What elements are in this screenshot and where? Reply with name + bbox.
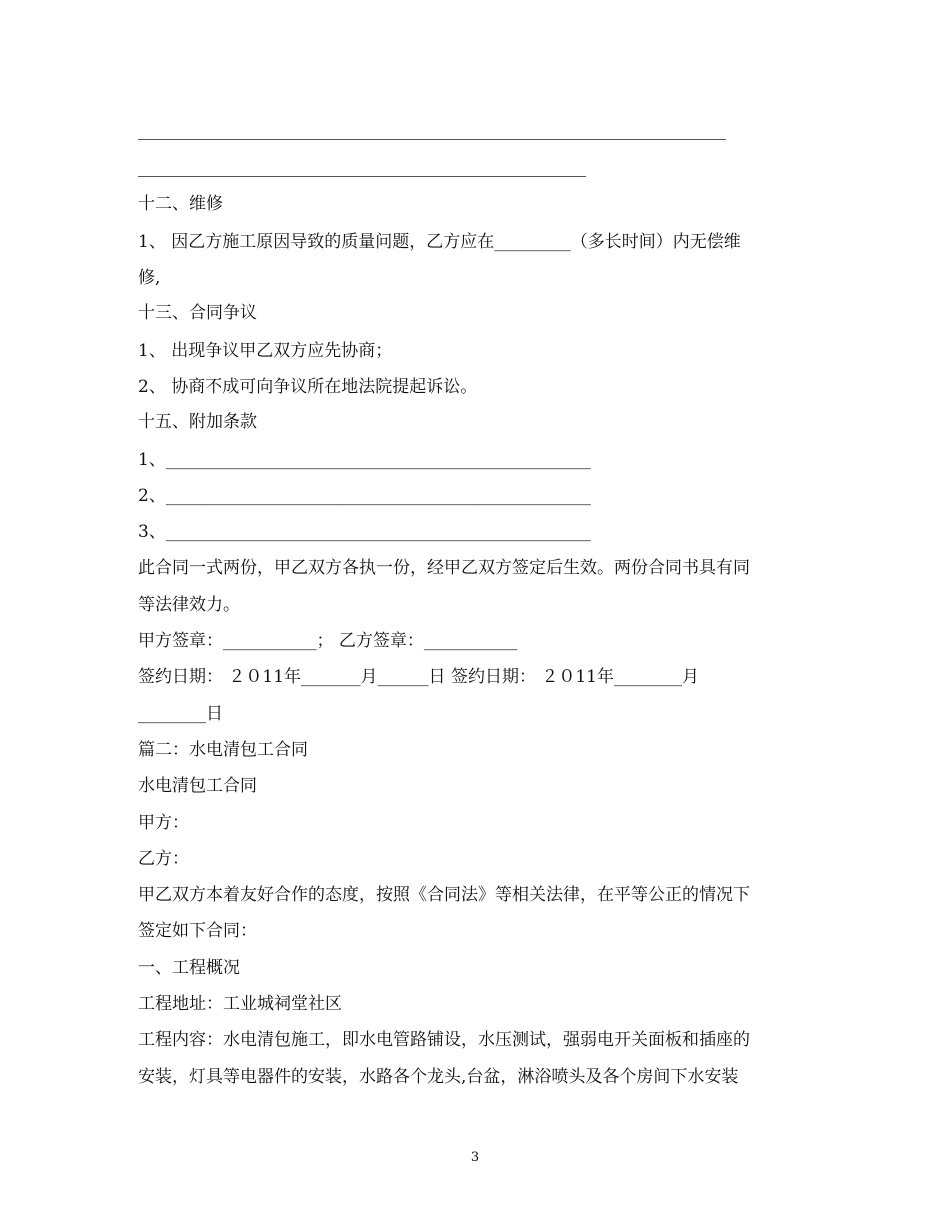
clause-text: 1、 因乙方施工原因导致的质量问题，乙方应在_________（多长时间）内无偿维 bbox=[138, 232, 741, 252]
signing-date-line: ________日 bbox=[138, 704, 223, 724]
blank-rule-second bbox=[138, 176, 586, 177]
clause-text: 2、 协商不成可向争议所在地法院提起诉讼。 bbox=[138, 377, 478, 397]
signature-line: 甲方签章：___________； 乙方签章：___________ bbox=[138, 631, 518, 651]
project-address: 工程地址：工业城祠堂社区 bbox=[138, 994, 342, 1014]
additional-clause-blank: 2、__________________________________________________ bbox=[138, 486, 591, 506]
page-number: 3 bbox=[470, 1150, 480, 1165]
additional-clause-blank: 1、__________________________________________________ bbox=[138, 450, 591, 470]
paragraph-text: 甲乙双方本着友好合作的态度，按照《合同法》等相关法律，在平等公正的情况下 bbox=[138, 885, 750, 905]
section-heading-overview: 一、工程概况 bbox=[138, 958, 240, 978]
paragraph-text: 此合同一式两份，甲乙双方各执一份，经甲乙双方签定后生效。两份合同书具有同 bbox=[138, 558, 750, 578]
blank-rule-top bbox=[138, 139, 726, 140]
paragraph-text: 签定如下合同： bbox=[138, 921, 257, 941]
section-heading-dispute: 十三、合同争议 bbox=[138, 303, 257, 323]
party-a-label: 甲方： bbox=[138, 813, 189, 833]
contract-title: 水电清包工合同 bbox=[138, 776, 257, 796]
section-heading-additional: 十五、附加条款 bbox=[138, 412, 257, 432]
clause-text: 1、 出现争议甲乙双方应先协商； bbox=[138, 341, 393, 361]
party-b-label: 乙方： bbox=[138, 849, 189, 869]
additional-clause-blank: 3、__________________________________________________ bbox=[138, 522, 591, 542]
signing-date-line: 签约日期： ２０11年_______月______日 签约日期： ２０11年________月 bbox=[138, 667, 699, 687]
article-heading: 篇二：水电清包工合同 bbox=[138, 740, 308, 760]
paragraph-text: 等法律效力。 bbox=[138, 595, 240, 615]
project-content: 工程内容：水电清包施工，即水电管路铺设，水压测试，强弱电开关面板和插座的 bbox=[138, 1030, 750, 1050]
project-content: 安装，灯具等电器件的安装，水路各个龙头,台盆，淋浴喷头及各个房间下水安装 bbox=[138, 1067, 739, 1087]
clause-text: 修, bbox=[138, 268, 161, 288]
section-heading-repair: 十二、维修 bbox=[138, 194, 223, 214]
